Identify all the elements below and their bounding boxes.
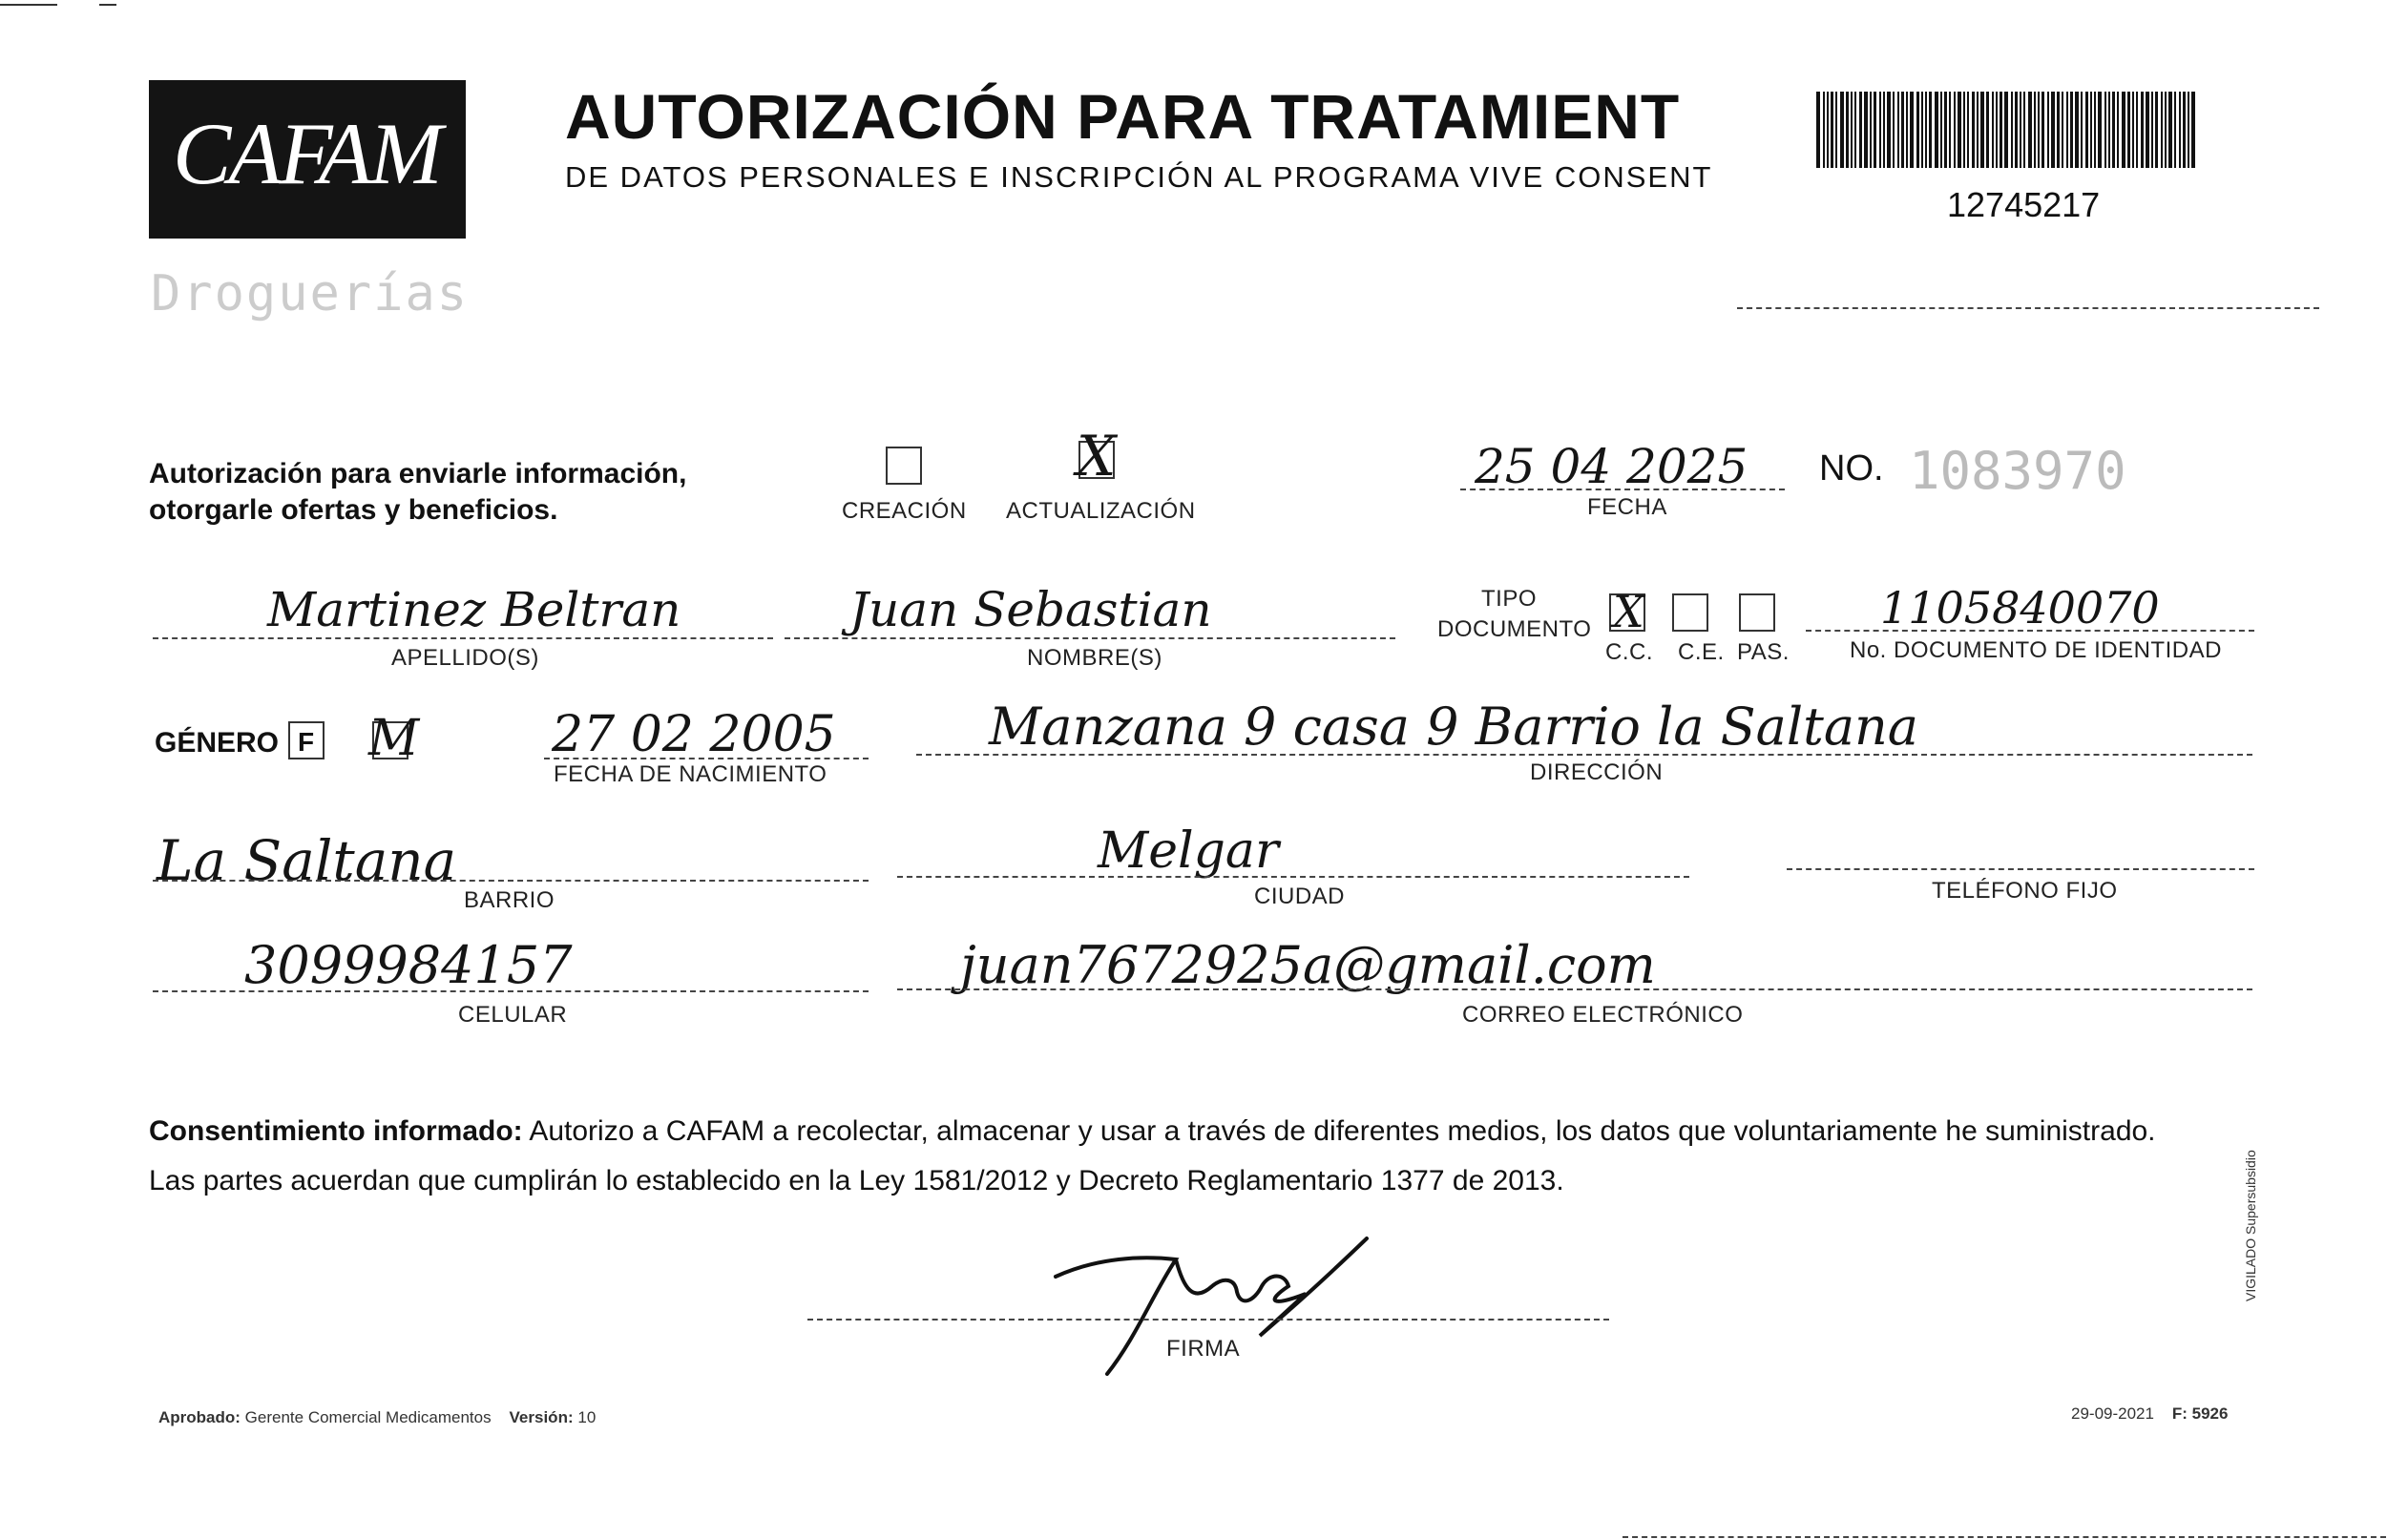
- barcode-bar: [1929, 92, 1932, 168]
- header-divider: [1737, 307, 2319, 309]
- doc-type-label-1: TIPO: [1481, 586, 1538, 612]
- consent-line-1: [149, 1107, 2156, 1156]
- birth-value: 27 02 2005: [552, 706, 836, 763]
- barcode-bar: [1992, 92, 1994, 168]
- logo-text: CAFAM: [173, 105, 440, 202]
- doc-type-cc-label: C.C.: [1605, 639, 1653, 665]
- barcode-bar: [2020, 92, 2021, 168]
- doc-type-pas-label: PAS.: [1737, 639, 1790, 665]
- doc-number-label: No. DOCUMENTO DE IDENTIDAD: [1850, 637, 2222, 663]
- barcode-bar: [1977, 92, 1979, 168]
- barcode-bar: [2042, 92, 2044, 168]
- barcode-icon: [1816, 92, 2198, 168]
- approved-value: Gerente Comercial Medicamentos: [244, 1408, 492, 1426]
- barcode-bar: [1835, 92, 1837, 168]
- barcode-bar: [2136, 92, 2138, 168]
- barcode-bar: [1874, 92, 1876, 168]
- barcode-bar: [1986, 92, 1989, 168]
- approved-label: Aprobado:: [158, 1408, 241, 1426]
- names-line: [785, 637, 1395, 639]
- form-number-value: 1083970: [1909, 441, 2126, 501]
- barcode-bar: [1910, 92, 1914, 168]
- barcode-bar: [1958, 92, 1961, 168]
- barcode-bar: [1887, 92, 1891, 168]
- barcode-bar: [1854, 92, 1856, 168]
- barcode-bar: [2015, 92, 2018, 168]
- doc-type-mark: X: [1613, 586, 1644, 637]
- barcode-bar: [1944, 92, 1947, 168]
- bottom-cut-line: [1623, 1536, 2386, 1538]
- city-label: CIUDAD: [1254, 884, 1346, 909]
- address-line: [916, 754, 2252, 756]
- barcode-bar: [1840, 92, 1844, 168]
- barcode-bar: [1963, 92, 1965, 168]
- barcode-bar: [2168, 92, 2172, 168]
- barcode-bar: [2066, 92, 2068, 168]
- footer-approval: [158, 1408, 596, 1427]
- doc-type-ce-checkbox[interactable]: [1672, 593, 1708, 632]
- barcode-bar: [2051, 92, 2055, 168]
- surnames-line: [153, 637, 773, 639]
- barcode-bar: [1996, 92, 1998, 168]
- barcode-bar: [2104, 92, 2106, 168]
- barcode-bar: [2070, 92, 2073, 168]
- date-value: 25 04 2025: [1475, 439, 1748, 494]
- names-value: Juan Sebastian: [849, 582, 1212, 637]
- barcode-bar: [2034, 92, 2036, 168]
- birth-line: [544, 758, 869, 759]
- barcode-bar: [2191, 92, 2195, 168]
- vigilado-side-text: VIGILADO Supersubsidio: [2243, 1150, 2258, 1301]
- footer-form-code: F: 5926: [2171, 1404, 2229, 1423]
- footer-codes: [2071, 1404, 2228, 1424]
- email-line: [897, 988, 2252, 990]
- scan-mark: [0, 4, 57, 6]
- signature-label: FIRMA: [1166, 1336, 1241, 1362]
- phone-line: [1787, 868, 2254, 870]
- barcode-bar: [2011, 92, 2013, 168]
- doc-type-ce-label: C.E.: [1678, 639, 1725, 665]
- barcode-bar: [2165, 92, 2167, 168]
- intro-line-2: otorgarle ofertas y beneficios.: [149, 494, 558, 526]
- barcode-bar: [2161, 92, 2163, 168]
- creation-checkbox[interactable]: [886, 447, 922, 485]
- barcode-bar: [2098, 92, 2102, 168]
- version-label: Versión:: [509, 1408, 574, 1426]
- barcode-bar: [1816, 92, 1820, 168]
- barcode-bar: [2132, 92, 2134, 168]
- doc-number-line: [1806, 630, 2254, 632]
- names-label: NOMBRE(S): [1027, 645, 1162, 671]
- barcode-bar: [2028, 92, 2032, 168]
- update-label: ACTUALIZACIÓN: [1006, 498, 1196, 524]
- city-line: [897, 876, 1689, 878]
- barcode-bar: [2038, 92, 2040, 168]
- update-mark: X: [1077, 424, 1117, 489]
- barcode-bar: [2183, 92, 2186, 168]
- barcode-bar: [2085, 92, 2088, 168]
- barcode-bar: [1972, 92, 1975, 168]
- barcode-bar: [2122, 92, 2125, 168]
- form-subtitle: DE DATOS PERSONALES E INSCRIPCIÓN AL PROGRAMA VIVE CONSENT: [565, 160, 1713, 194]
- barcode-bar: [1864, 92, 1868, 168]
- barcode-bar: [2155, 92, 2158, 168]
- neighborhood-value: La Saltana: [157, 828, 457, 893]
- barcode-bar: [2075, 92, 2079, 168]
- gender-label: GÉNERO: [155, 727, 280, 759]
- barcode-bar: [2112, 92, 2115, 168]
- barcode-bar: [2117, 92, 2119, 168]
- barcode-bar: [2094, 92, 2096, 168]
- barcode-bar: [2000, 92, 2002, 168]
- barcode-bar: [2023, 92, 2025, 168]
- date-label: FECHA: [1587, 494, 1667, 520]
- address-label: DIRECCIÓN: [1530, 759, 1664, 785]
- barcode-bar: [2090, 92, 2092, 168]
- date-line: [1460, 489, 1785, 490]
- intro-line-1: Autorización para enviarle información,: [149, 458, 687, 489]
- barcode-bar: [2062, 92, 2063, 168]
- barcode-bar: [2188, 92, 2189, 168]
- barcode-number: 12745217: [1947, 185, 2101, 224]
- barcode-bar: [1883, 92, 1885, 168]
- address-value: Manzana 9 casa 9 Barrio la Saltana: [989, 697, 1919, 757]
- creation-label: CREACIÓN: [842, 498, 967, 524]
- barcode-bar: [1980, 92, 1984, 168]
- barcode-bar: [1823, 92, 1825, 168]
- barcode-bar: [1879, 92, 1881, 168]
- doc-type-pas-checkbox[interactable]: [1739, 593, 1775, 632]
- gender-f-label: F: [298, 727, 315, 757]
- barcode-bar: [2151, 92, 2153, 168]
- barcode-bar: [2108, 92, 2110, 168]
- city-value: Melgar: [1098, 822, 1279, 880]
- barcode-bar: [1870, 92, 1872, 168]
- doc-number-value: 1105840070: [1880, 582, 2160, 634]
- barcode-bar: [1846, 92, 1849, 168]
- barcode-bar: [1967, 92, 1969, 168]
- barcode-bar: [2081, 92, 2083, 168]
- birth-label: FECHA DE NACIMIENTO: [554, 761, 827, 787]
- footer-date-code: 29-09-2021: [2071, 1404, 2154, 1423]
- scan-mark: [99, 4, 116, 6]
- surnames-value: Martinez Beltran: [267, 582, 681, 637]
- barcode-bar: [1906, 92, 1908, 168]
- neighborhood-label: BARRIO: [464, 887, 555, 913]
- doc-type-label-2: DOCUMENTO: [1437, 616, 1592, 642]
- email-value: juan7672925a@gmail.com: [960, 935, 1656, 995]
- barcode-bar: [1916, 92, 1919, 168]
- barcode-bar: [1827, 92, 1829, 168]
- barcode-bar: [1859, 92, 1862, 168]
- form-title: AUTORIZACIÓN PARA TRATAMIENT: [565, 81, 1681, 152]
- consent-line-2: Las partes acuerdan que cumplirán lo establecido en la Ley 1581/2012 y Decreto Reglamentario 1377 de 2013.: [149, 1165, 1564, 1196]
- consent-text-1: Autorizo a CAFAM a recolectar, almacenar y usar a través de diferentes medios, los datos que voluntariamente he suministrado.: [522, 1115, 2156, 1147]
- mobile-value: 3099984157: [244, 935, 573, 995]
- barcode-bar: [2004, 92, 2008, 168]
- barcode-bar: [2127, 92, 2130, 168]
- barcode-bar: [1897, 92, 1899, 168]
- mobile-label: CELULAR: [458, 1002, 568, 1028]
- email-label: CORREO ELECTRÓNICO: [1462, 1002, 1744, 1028]
- barcode-bar: [2047, 92, 2049, 168]
- mobile-line: [153, 990, 869, 992]
- barcode-bar: [1935, 92, 1938, 168]
- barcode-bar: [1893, 92, 1895, 168]
- gender-mark: M: [368, 710, 420, 767]
- barcode-bar: [1954, 92, 1956, 168]
- barcode-bar: [1831, 92, 1833, 168]
- barcode-bar: [2179, 92, 2181, 168]
- signature-line: [807, 1319, 1609, 1321]
- barcode-bar: [1921, 92, 1923, 168]
- phone-label: TELÉFONO FIJO: [1932, 878, 2118, 904]
- neighborhood-line: [153, 880, 869, 882]
- barcode-bar: [2174, 92, 2176, 168]
- barcode-bar: [1901, 92, 1904, 168]
- barcode-bar: [1949, 92, 1951, 168]
- form-number-label: NO.: [1819, 448, 1884, 489]
- barcode-bar: [1851, 92, 1853, 168]
- barcode-bar: [2141, 92, 2144, 168]
- sub-logo-text: Droguerías: [151, 265, 470, 322]
- barcode-bar: [2057, 92, 2060, 168]
- barcode-bar: [2146, 92, 2149, 168]
- version-value: 10: [577, 1408, 597, 1426]
- barcode-bar: [1940, 92, 1942, 168]
- consent-bold: Consentimiento informado:: [149, 1115, 523, 1147]
- surnames-label: APELLIDO(S): [391, 645, 539, 671]
- barcode-bar: [1925, 92, 1927, 168]
